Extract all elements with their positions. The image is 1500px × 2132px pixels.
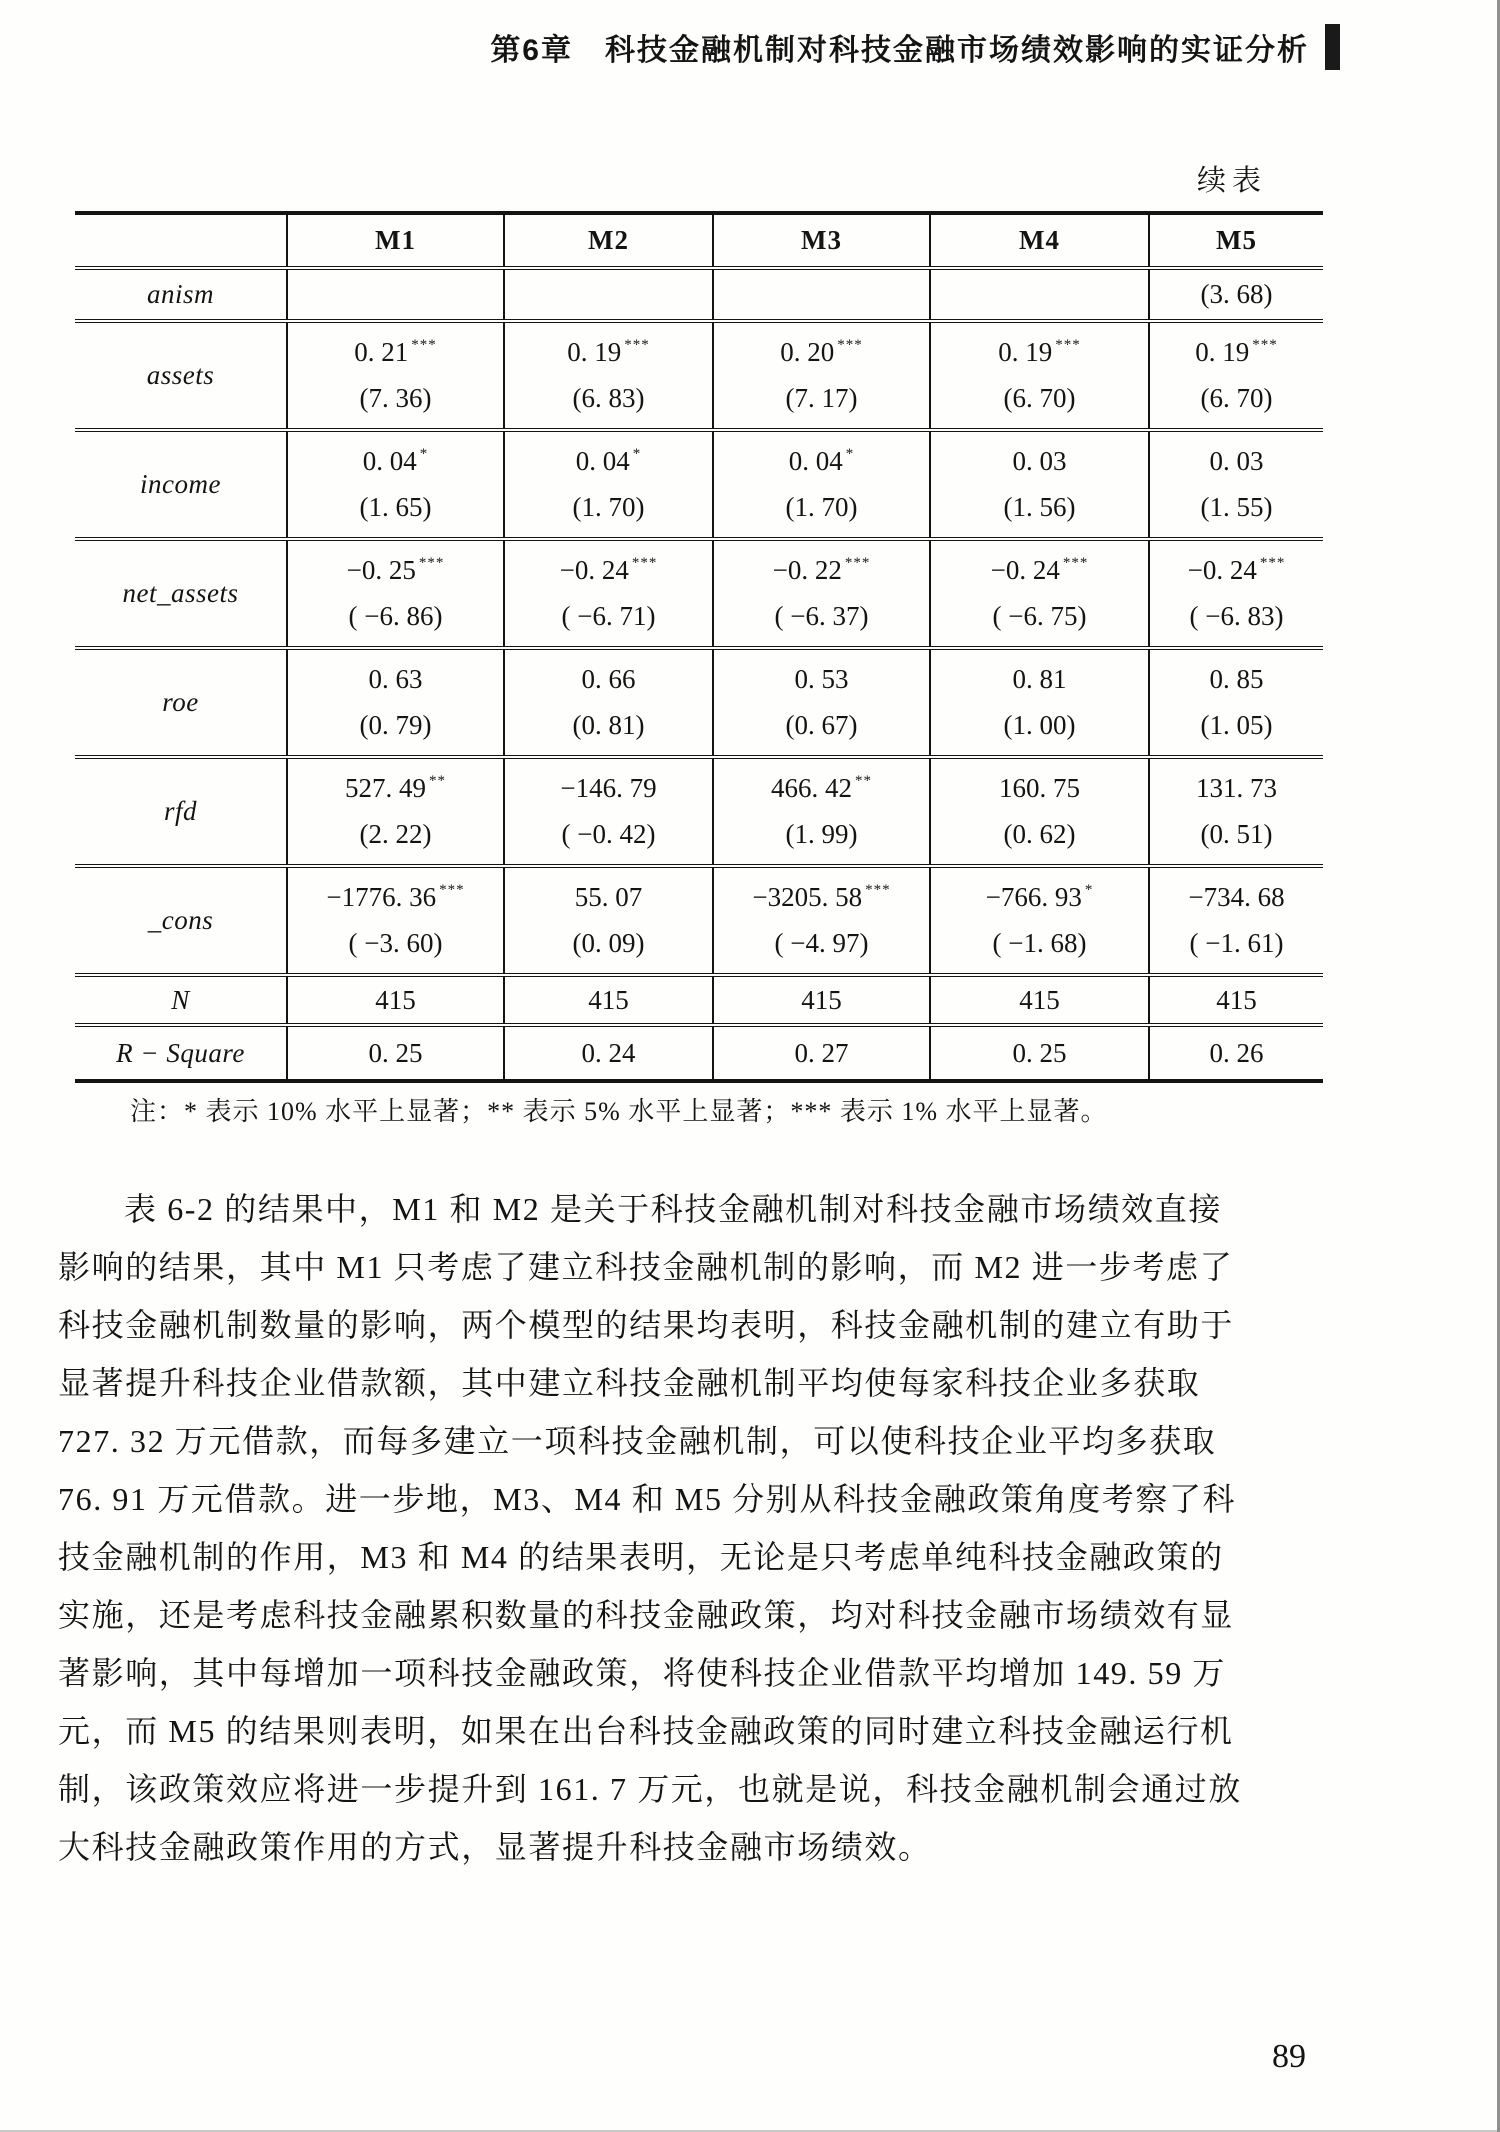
coef-value: 0. 19	[567, 337, 622, 368]
t-statistic: ( −6. 75)	[992, 600, 1087, 631]
value-cell	[1150, 759, 1323, 864]
coefficient	[354, 337, 437, 368]
significance-stars: ***	[411, 337, 437, 354]
significance-stars: ***	[1259, 555, 1286, 572]
coef-value: 0. 85	[1209, 664, 1264, 695]
coef-value: −0. 24	[1187, 555, 1257, 586]
significance-stars: ***	[1252, 337, 1278, 354]
column-header: M1	[288, 215, 505, 266]
significance-stars: *	[419, 446, 429, 463]
value-cell	[931, 323, 1150, 428]
coefficient	[773, 555, 871, 586]
t-statistic: ( −1. 68)	[992, 927, 1087, 958]
value-cell	[288, 650, 505, 755]
coef-value: 466. 42	[771, 773, 852, 804]
t-statistic: (6. 70)	[1200, 382, 1273, 413]
t-statistic: ( −6. 83)	[1189, 600, 1284, 631]
value-cell	[1150, 868, 1323, 973]
t-statistic: (7. 17)	[785, 382, 858, 413]
paragraph-line: 表 6-2 的结果中，M1 和 M2 是关于科技金融机制对科技金融市场绩效直接	[124, 1191, 1222, 1227]
t-statistic: ( −0. 42)	[561, 818, 656, 849]
value-cell	[505, 650, 714, 755]
coef-value: 131. 73	[1196, 773, 1277, 804]
coef-value: (3. 68)	[1200, 279, 1273, 309]
value-cell	[714, 650, 931, 755]
coef-value: −734. 68	[1188, 882, 1285, 913]
coefficient	[582, 664, 636, 695]
coef-value: 0. 04	[362, 446, 417, 477]
t-statistic: (0. 62)	[1003, 818, 1076, 849]
significance-stars: ***	[624, 337, 650, 354]
coef-value: −3205. 58	[752, 882, 863, 913]
table-stat-row	[75, 977, 1323, 1027]
significance-stars: **	[429, 773, 446, 790]
t-statistic: (6. 83)	[572, 382, 645, 413]
value-cell	[505, 541, 714, 646]
stat-value: 0. 25	[931, 1027, 1150, 1079]
coefficient	[567, 337, 650, 368]
t-statistic: (1. 99)	[785, 818, 858, 849]
significance-stars: ***	[439, 882, 465, 899]
t-statistic: ( −6. 86)	[348, 600, 443, 631]
t-statistic: (1. 00)	[1003, 709, 1076, 740]
coef-value: −1776. 36	[326, 882, 437, 913]
row-label: assets	[75, 323, 288, 428]
paragraph-line: 实施，还是考虑科技金融累积数量的科技金融政策，均对科技金融市场绩效有显	[58, 1597, 1235, 1633]
value-cell	[1150, 432, 1323, 537]
row-label: _cons	[75, 868, 288, 973]
t-statistic: (0. 51)	[1200, 818, 1273, 849]
chapter-tab-marker-icon	[1325, 24, 1340, 70]
coefficient	[771, 773, 872, 804]
coefficient	[1188, 882, 1284, 913]
significance-stars: ***	[631, 555, 658, 572]
table-header-row	[75, 215, 1323, 270]
t-statistic: ( −1. 61)	[1189, 927, 1284, 958]
value-cell	[714, 270, 931, 319]
coefficient	[576, 446, 642, 477]
coef-value: 0. 19	[1195, 337, 1250, 368]
column-header: M5	[1216, 225, 1257, 255]
value-cell	[931, 650, 1150, 755]
stat-value: 415	[714, 977, 931, 1023]
significance-stars: ***	[844, 555, 871, 572]
page-number: 89	[1272, 2038, 1306, 2075]
coefficient	[1201, 279, 1273, 310]
coef-value: 0. 03	[1209, 446, 1264, 477]
paragraph-line: 科技金融机制数量的影响，两个模型的结果均表明，科技金融机制的建立有助于	[58, 1307, 1235, 1343]
coef-value: 0. 66	[581, 664, 636, 695]
paragraph-line: 大科技金融政策作用的方式，显著提升科技金融市场绩效。	[58, 1829, 932, 1865]
coefficient	[1210, 446, 1264, 477]
coef-value: −146. 79	[560, 773, 657, 804]
t-statistic: (0. 79)	[359, 709, 432, 740]
column-header: M3	[714, 215, 931, 266]
coef-value: 0. 19	[998, 337, 1053, 368]
table-row	[75, 270, 1323, 323]
row-label: R − Square	[75, 1027, 288, 1079]
row-label: income	[75, 432, 288, 537]
stat-value: 415	[931, 977, 1150, 1023]
coef-value: 0. 04	[788, 446, 843, 477]
value-cell	[714, 323, 931, 428]
table-row	[75, 432, 1323, 541]
paragraph-line: 727. 32 万元借款，而每多建立一项科技金融机制，可以使科技企业平均多获取	[58, 1423, 1217, 1459]
coef-value: −766. 93	[985, 882, 1082, 913]
value-cell	[931, 759, 1150, 864]
value-cell	[1150, 650, 1323, 755]
t-statistic: (1. 65)	[359, 491, 432, 522]
coef-value: 0. 03	[1012, 446, 1067, 477]
t-statistic: (1. 56)	[1003, 491, 1076, 522]
significance-stars: ***	[1062, 555, 1089, 572]
value-cell	[505, 270, 714, 319]
body-paragraph	[58, 1180, 1358, 1876]
coefficient	[986, 882, 1094, 913]
value-cell	[931, 270, 1150, 319]
coefficient	[991, 555, 1089, 586]
coef-value: 0. 53	[794, 664, 849, 695]
coef-value: 55. 07	[574, 882, 643, 913]
paragraph-line: 技金融机制的作用，M3 和 M4 的结果表明，无论是只考虑单纯科技金融政策的	[58, 1539, 1224, 1575]
row-label: rfd	[75, 759, 288, 864]
coefficient	[1188, 555, 1286, 586]
coefficient	[999, 773, 1080, 804]
coefficient	[1013, 664, 1067, 695]
table-continued-label: 续表	[1196, 165, 1267, 197]
coefficient	[345, 773, 446, 804]
coef-value: 0. 21	[354, 337, 409, 368]
coefficient	[326, 882, 464, 913]
coefficient	[560, 773, 656, 804]
row-label: roe	[75, 650, 288, 755]
row-label: N	[75, 977, 288, 1023]
table-row	[75, 868, 1323, 977]
t-statistic: (1. 70)	[785, 491, 858, 522]
coef-value: 527. 49	[345, 773, 426, 804]
table-row	[75, 541, 1323, 650]
coefficient	[369, 664, 423, 695]
significance-stars: **	[855, 773, 872, 790]
t-statistic: (1. 70)	[572, 491, 645, 522]
coef-value: 0. 63	[368, 664, 423, 695]
coef-value: −0. 25	[346, 555, 416, 586]
t-statistic: (0. 67)	[785, 709, 858, 740]
value-cell	[1150, 541, 1323, 646]
value-cell	[288, 868, 505, 973]
t-statistic: (6. 70)	[1003, 382, 1076, 413]
significance-stars: *	[845, 446, 855, 463]
table-row	[75, 650, 1323, 759]
coefficient	[1196, 773, 1277, 804]
running-header	[0, 24, 1500, 70]
coefficient	[752, 882, 890, 913]
regression-results-table	[75, 211, 1323, 1083]
stat-value: 0. 25	[288, 1027, 505, 1079]
table-corner-cell	[75, 215, 288, 266]
t-statistic: ( −6. 71)	[561, 600, 656, 631]
significance-stars: *	[1084, 882, 1094, 899]
value-cell	[931, 541, 1150, 646]
t-statistic: (0. 09)	[572, 927, 645, 958]
value-cell	[505, 323, 714, 428]
coef-value: 0. 81	[1012, 664, 1067, 695]
coefficient	[1210, 664, 1264, 695]
value-cell	[931, 868, 1150, 973]
value-cell	[505, 759, 714, 864]
coef-value: −0. 24	[990, 555, 1060, 586]
value-cell	[288, 541, 505, 646]
coefficient	[998, 337, 1081, 368]
coefficient	[560, 555, 658, 586]
value-cell	[288, 323, 505, 428]
coefficient	[1195, 337, 1278, 368]
t-statistic: ( −4. 97)	[774, 927, 869, 958]
coefficient	[780, 337, 863, 368]
t-statistic: ( −6. 37)	[774, 600, 869, 631]
significance-stars: ***	[1055, 337, 1081, 354]
t-statistic: (0. 81)	[572, 709, 645, 740]
significance-stars: *	[632, 446, 642, 463]
table-stat-row	[75, 1027, 1323, 1079]
value-cell	[714, 759, 931, 864]
paragraph-line: 显著提升科技企业借款额，其中建立科技金融机制平均使每家科技企业多获取	[58, 1365, 1201, 1401]
paragraph-line: 著影响，其中每增加一项科技金融政策，将使科技企业借款平均增加 149. 59 万	[58, 1655, 1227, 1691]
value-cell	[288, 270, 505, 319]
stat-value: 0. 24	[505, 1027, 714, 1079]
coef-value: −0. 24	[559, 555, 629, 586]
coef-value: −0. 22	[772, 555, 842, 586]
table-row	[75, 759, 1323, 868]
coefficient	[1013, 446, 1067, 477]
column-header: M2	[505, 215, 714, 266]
paragraph-line: 影响的结果，其中 M1 只考虑了建立科技金融机制的影响，而 M2 进一步考虑了	[58, 1249, 1234, 1285]
coef-value: 160. 75	[999, 773, 1080, 804]
chapter-header-title: 第6章 科技金融机制对科技金融市场绩效影响的实证分析	[490, 34, 1309, 67]
value-cell	[505, 868, 714, 973]
stat-value: 0. 26	[1209, 1037, 1264, 1068]
value-cell	[714, 432, 931, 537]
coefficient	[363, 446, 429, 477]
stat-value: 0. 27	[714, 1027, 931, 1079]
value-cell	[1150, 270, 1323, 319]
row-label: anism	[75, 270, 288, 319]
coefficient	[347, 555, 445, 586]
value-cell	[931, 432, 1150, 537]
stat-value: 415	[1216, 984, 1257, 1015]
stat-value: 415	[288, 977, 505, 1023]
value-cell	[714, 541, 931, 646]
table-row	[75, 323, 1323, 432]
value-cell	[288, 432, 505, 537]
stat-value: 415	[505, 977, 714, 1023]
value-cell	[714, 868, 931, 973]
coef-value: 0. 04	[575, 446, 630, 477]
coefficient	[789, 446, 855, 477]
significance-stars: ***	[865, 882, 891, 899]
value-cell	[1150, 323, 1323, 428]
paragraph-line: 元，而 M5 的结果则表明，如果在出台科技金融政策的同时建立科技金融运行机	[58, 1713, 1234, 1749]
significance-stars: ***	[418, 555, 445, 572]
significance-stars: ***	[837, 337, 863, 354]
t-statistic: (7. 36)	[359, 382, 432, 413]
coef-value: 0. 20	[780, 337, 835, 368]
column-header: M4	[931, 215, 1150, 266]
paragraph-line: 制，该政策效应将进一步提升到 161. 7 万元，也就是说，科技金融机制会通过放	[58, 1771, 1243, 1807]
coefficient	[795, 664, 849, 695]
t-statistic: (1. 55)	[1200, 491, 1273, 522]
t-statistic: (2. 22)	[359, 818, 432, 849]
coefficient	[575, 882, 643, 913]
row-label: net_assets	[75, 541, 288, 646]
t-statistic: ( −3. 60)	[348, 927, 443, 958]
table-significance-note: 注：* 表示 10% 水平上显著；** 表示 5% 水平上显著；*** 表示 1% 水平上显著。	[130, 1097, 1108, 1126]
value-cell	[288, 759, 505, 864]
value-cell	[505, 432, 714, 537]
t-statistic: (1. 05)	[1200, 709, 1273, 740]
paragraph-line: 76. 91 万元借款。进一步地，M3、M4 和 M5 分别从科技金融政策角度考察了科	[58, 1481, 1237, 1517]
